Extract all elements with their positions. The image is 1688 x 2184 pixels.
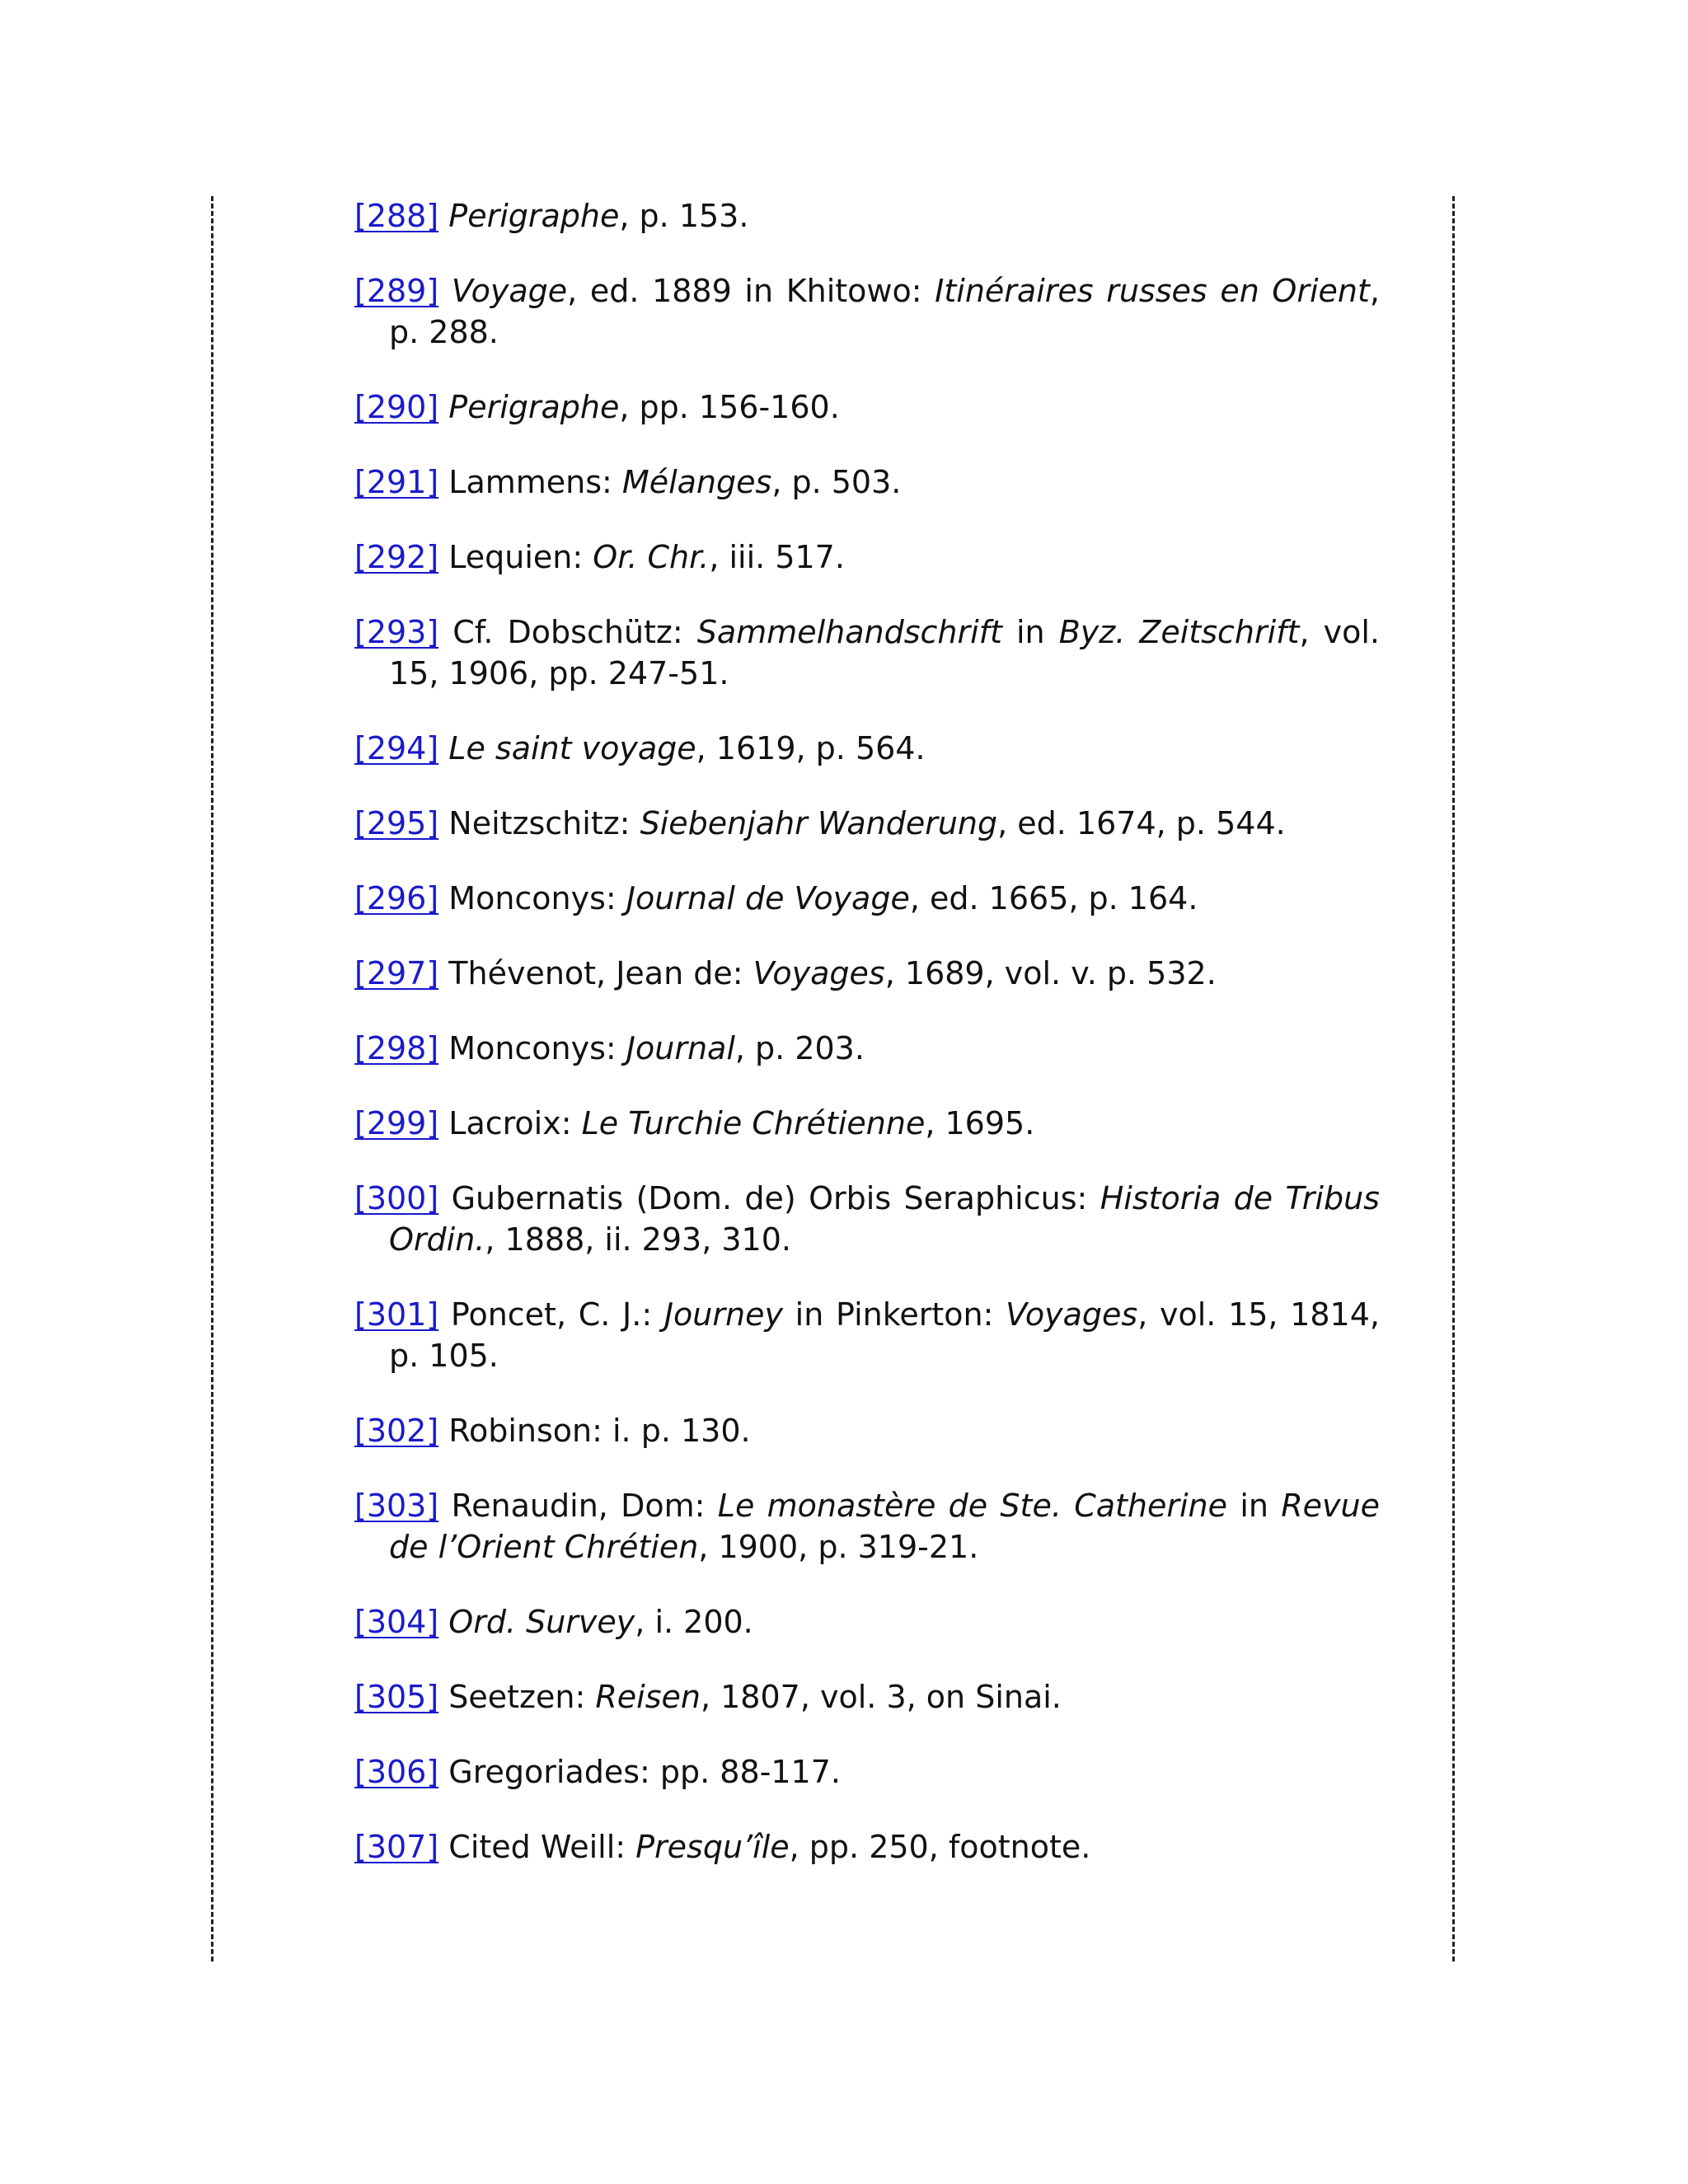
footnote-item [354,462,1380,503]
footnote-text: Lacroix: [448,1105,582,1141]
footnote-text: Poncet, C. J.: [450,1296,664,1333]
footnote-title-italic: Journal de Voyage [626,880,910,916]
footnote-title-italic: Historia de Tribus Ordin. [389,1180,1380,1258]
footnote-text: , pp. 156-160. [619,389,840,425]
footnote-text: in [1001,614,1059,650]
footnote-title-italic: Revue de l’Orient Chrétien [389,1488,1380,1565]
footnote-title-italic: Ord. Survey [448,1604,635,1640]
footnote-title-italic: Voyages [1006,1296,1138,1333]
footnote-text: , vol. 15, 1906, pp. 247-51. [389,614,1380,691]
footnote-title-italic: Perigraphe [448,198,620,234]
footnote-text: Robinson: i. p. 130. [448,1413,751,1449]
footnote-ref-link[interactable]: [299] [354,1105,439,1141]
footnotes-list [354,195,1380,1901]
footnote-text: Renaudin, Dom: [451,1488,718,1524]
footnote-ref-link[interactable]: [303] [354,1488,439,1524]
footnote-text: Gubernatis (Dom. de) Orbis Seraphicus: [451,1180,1100,1216]
footnote-ref-link[interactable]: [301] [354,1296,439,1333]
footnote-title-italic: Or. Chr. [593,539,710,575]
footnote-ref-link[interactable]: [294] [354,730,439,766]
right-dashed-border [1452,196,1455,1961]
footnote-title-italic: Siebenjahr Wanderung [640,805,998,841]
footnote-text: , p. 503. [771,464,902,500]
footnote-item [354,1103,1380,1144]
footnote-text: , ed. 1889 in Khitowo: [567,273,935,309]
footnote-ref-link[interactable]: [291] [354,464,439,500]
footnote-text: , 1900, p. 319-21. [698,1529,979,1565]
footnote-text: , i. 200. [635,1604,753,1640]
footnote-title-italic: Sammelhandschrift [696,614,1002,650]
footnote-item [354,1178,1380,1260]
footnote-title-italic: Voyage [451,273,568,309]
footnote-title-italic: Presqu’île [635,1829,790,1865]
left-dashed-border [211,196,213,1961]
footnote-ref-link[interactable]: [296] [354,880,439,916]
footnote-ref-link[interactable]: [305] [354,1679,439,1715]
footnote-ref-link[interactable]: [295] [354,805,439,841]
footnote-text: Cf. Dobschütz: [452,614,697,650]
footnote-text: , vol. 15, 1814, p. 105. [389,1296,1380,1374]
footnote-title-italic: Voyages [753,955,885,991]
footnote-item [354,1601,1380,1643]
footnote-title-italic: Journey [663,1296,783,1333]
footnote-item [354,270,1380,353]
footnote-title-italic: Byz. Zeitschrift [1058,614,1300,650]
footnote-text: , 1807, vol. 3, on Sinai. [700,1679,1062,1715]
footnote-text: Gregoriades: pp. 88-117. [448,1754,841,1790]
footnote-text: Neitzschitz: [448,805,640,841]
footnote-ref-link[interactable]: [290] [354,389,439,425]
footnote-text: Monconys: [448,1030,626,1066]
footnote-title-italic: Le Turchie Chrétienne [581,1105,926,1141]
footnote-text: in Pinkerton: [782,1296,1006,1333]
footnote-item [354,803,1380,844]
footnote-ref-link[interactable]: [302] [354,1413,439,1449]
footnote-item [354,387,1380,428]
footnote-ref-link[interactable]: [289] [354,273,439,309]
footnote-text: Monconys: [448,880,626,916]
footnote-text: , p. 203. [734,1030,865,1066]
footnote-title-italic: Itinéraires russes en Orient [935,273,1370,309]
footnote-item [354,1485,1380,1568]
footnote-text: Thévenot, Jean de: [448,955,753,991]
footnote-text: , 1619, p. 564. [696,730,926,766]
footnote-ref-link[interactable]: [304] [354,1604,439,1640]
footnote-text: , p. 153. [619,198,749,234]
footnote-item [354,1294,1380,1376]
footnote-text: Cited Weill: [448,1829,636,1865]
footnote-item [354,878,1380,919]
footnote-item [354,612,1380,694]
footnote-item [354,1028,1380,1069]
footnote-text: in [1227,1488,1282,1524]
footnote-ref-link[interactable]: [298] [354,1030,439,1066]
footnote-ref-link[interactable]: [288] [354,198,439,234]
footnote-item [354,1676,1380,1718]
footnote-ref-link[interactable]: [307] [354,1829,439,1865]
footnote-text: Lequien: [448,539,593,575]
footnote-title-italic: Le saint voyage [448,730,696,766]
footnote-ref-link[interactable]: [293] [354,614,439,650]
footnote-title-italic: Journal [626,1030,735,1066]
footnote-text: , pp. 250, footnote. [789,1829,1091,1865]
footnote-text: , p. 288. [389,273,1380,350]
footnote-text: Seetzen: [448,1679,596,1715]
footnote-title-italic: Perigraphe [448,389,620,425]
footnote-ref-link[interactable]: [297] [354,955,439,991]
footnote-text: Lammens: [448,464,622,500]
footnote-item [354,195,1380,237]
footnote-item [354,953,1380,994]
footnote-title-italic: Mélanges [621,464,772,500]
footnote-title-italic: Le monastère de Ste. Catherine [717,1488,1228,1524]
footnote-text: , ed. 1674, p. 544. [997,805,1286,841]
footnote-text: , 1888, ii. 293, 310. [485,1221,791,1258]
footnote-text: , 1695. [925,1105,1035,1141]
footnote-text: , 1689, vol. v. p. 532. [884,955,1217,991]
footnote-text: , ed. 1665, p. 164. [909,880,1198,916]
footnote-ref-link[interactable]: [306] [354,1754,439,1790]
footnote-item [354,1410,1380,1451]
footnote-item [354,537,1380,578]
footnote-ref-link[interactable]: [292] [354,539,439,575]
footnote-ref-link[interactable]: [300] [354,1180,439,1216]
footnote-item [354,1826,1380,1868]
footnote-item [354,1751,1380,1793]
footnote-text: , iii. 517. [709,539,845,575]
footnote-title-italic: Reisen [595,1679,701,1715]
footnote-item [354,728,1380,769]
